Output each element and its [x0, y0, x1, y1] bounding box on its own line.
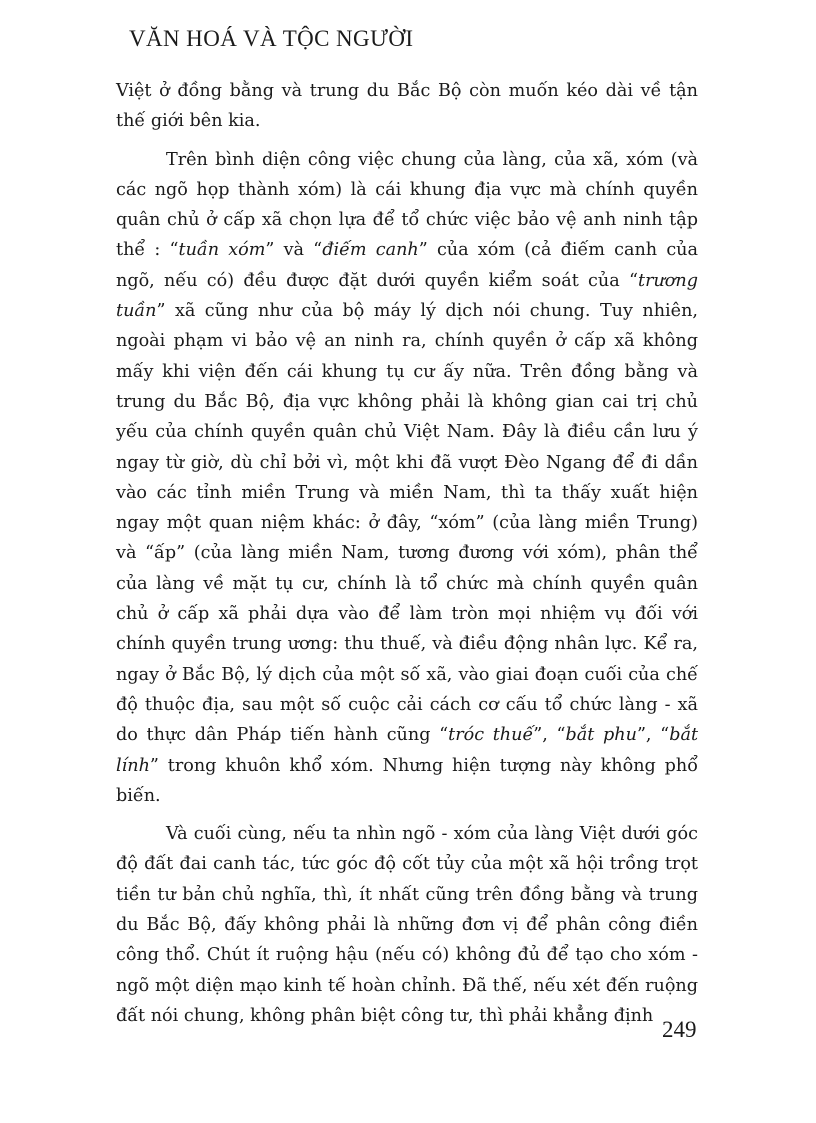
text-segment: Và cuối cùng, nếu ta nhìn ngõ - xóm của làng Việt dưới góc độ đất đai canh tác, tức góc độ cốt tủy của một xã hội trồng trọt tiền tư bản chủ nghĩa, thì, ít nhất cũng trên đồng bằng và trung du Bắc Bộ, đấy không phải là những đơn vị để phân công điền công thổ. Chút ít ruộng hậu (nếu có) không đủ để tạo cho xóm - ngõ một diện mạo kinh tế hoàn chỉnh. Đã thế, nếu xét đến ruộng đất nói chung, không phân biệt công tư, thì phải khẳng định	[116, 824, 698, 1026]
text-segment: ” và “	[265, 240, 323, 261]
text-segment: Trên bình diện công việc chung của làng, của xã, xóm (và các ngõ họp thành xóm) là cái khung địa vực mà chính quyền quân chủ ở cấp xã chọn lựa để tổ chức việc bảo vệ anh ninh tập thể : “	[116, 149, 698, 261]
text-segment: ” xã cũng như của bộ máy lý dịch nói chung. Tuy nhiên, ngoài phạm vi bảo vệ an ninh ra, chính quyền ở cấp xã không mấy khi viện đến cái khung tụ cư ấy nữa. Trên đồng bằng và trung du Bắc Bộ, địa vực không phải là không gian cai trị chủ yếu của chính quyền quân chủ Việt Nam. Đây là điều cần lưu ý ngay từ giờ, dù chỉ bởi vì, một khi đã vượt Đèo Ngang để đi dần vào các tỉnh miền Trung và miền Nam, thì ta thấy xuất hiện ngay một quan niệm khác: ở đây, “xóm” (của làng miền Trung) và “ấp” (của làng miền Nam, tương đương với xóm), phân thể của làng về mặt tụ cư, chính là tổ chức mà chính quyền quân chủ ở cấp xã phải dựa vào để làm tròn mọi nhiệm vụ đối với chính quyền trung ương: thu thuế, và điều động nhân lực. Kể ra, ngay ở Bắc Bộ, lý dịch của một số xã, vào giai đoạn cuối của chế độ thuộc địa, sau một số cuộc cải cách cơ cấu tổ chức làng - xã do thực dân Pháp tiến hành cũng “	[116, 301, 698, 746]
italic-term-truong-tuan: trương tuần	[116, 270, 698, 322]
running-head-title: VĂN HOÁ VÀ TỘC NGƯỜI	[129, 26, 414, 51]
text-segment: ”, “	[636, 725, 670, 746]
body-text	[116, 76, 698, 1031]
italic-term-diem-canh: điếm canh	[322, 240, 419, 261]
italic-term-bat-phu: bắt phu	[565, 725, 637, 746]
paragraph-land-cultivation	[116, 819, 698, 1031]
italic-term-tuan-xom: tuần xóm	[178, 240, 266, 261]
text-segment: ” của xóm (cả điếm canh của ngõ, nếu có) đều được đặt dưới quyền kiểm soát của “	[116, 240, 698, 291]
text-segment: ”, “	[533, 725, 566, 746]
text-segment: ” trong khuôn khổ xóm. Nhưng hiện tượng này không phổ biến.	[116, 755, 698, 806]
italic-term-bat-linh: bắt lính	[116, 725, 699, 776]
page-number: 249	[662, 1017, 697, 1042]
paragraph-continuation	[116, 76, 698, 137]
text-segment: Việt ở đồng bằng và trung du Bắc Bộ còn muốn kéo dài về tận thế giới bên kia.	[116, 81, 698, 132]
italic-term-troc-thue: tróc thuế	[448, 725, 534, 746]
paragraph-security-and-hamlet	[116, 145, 698, 812]
